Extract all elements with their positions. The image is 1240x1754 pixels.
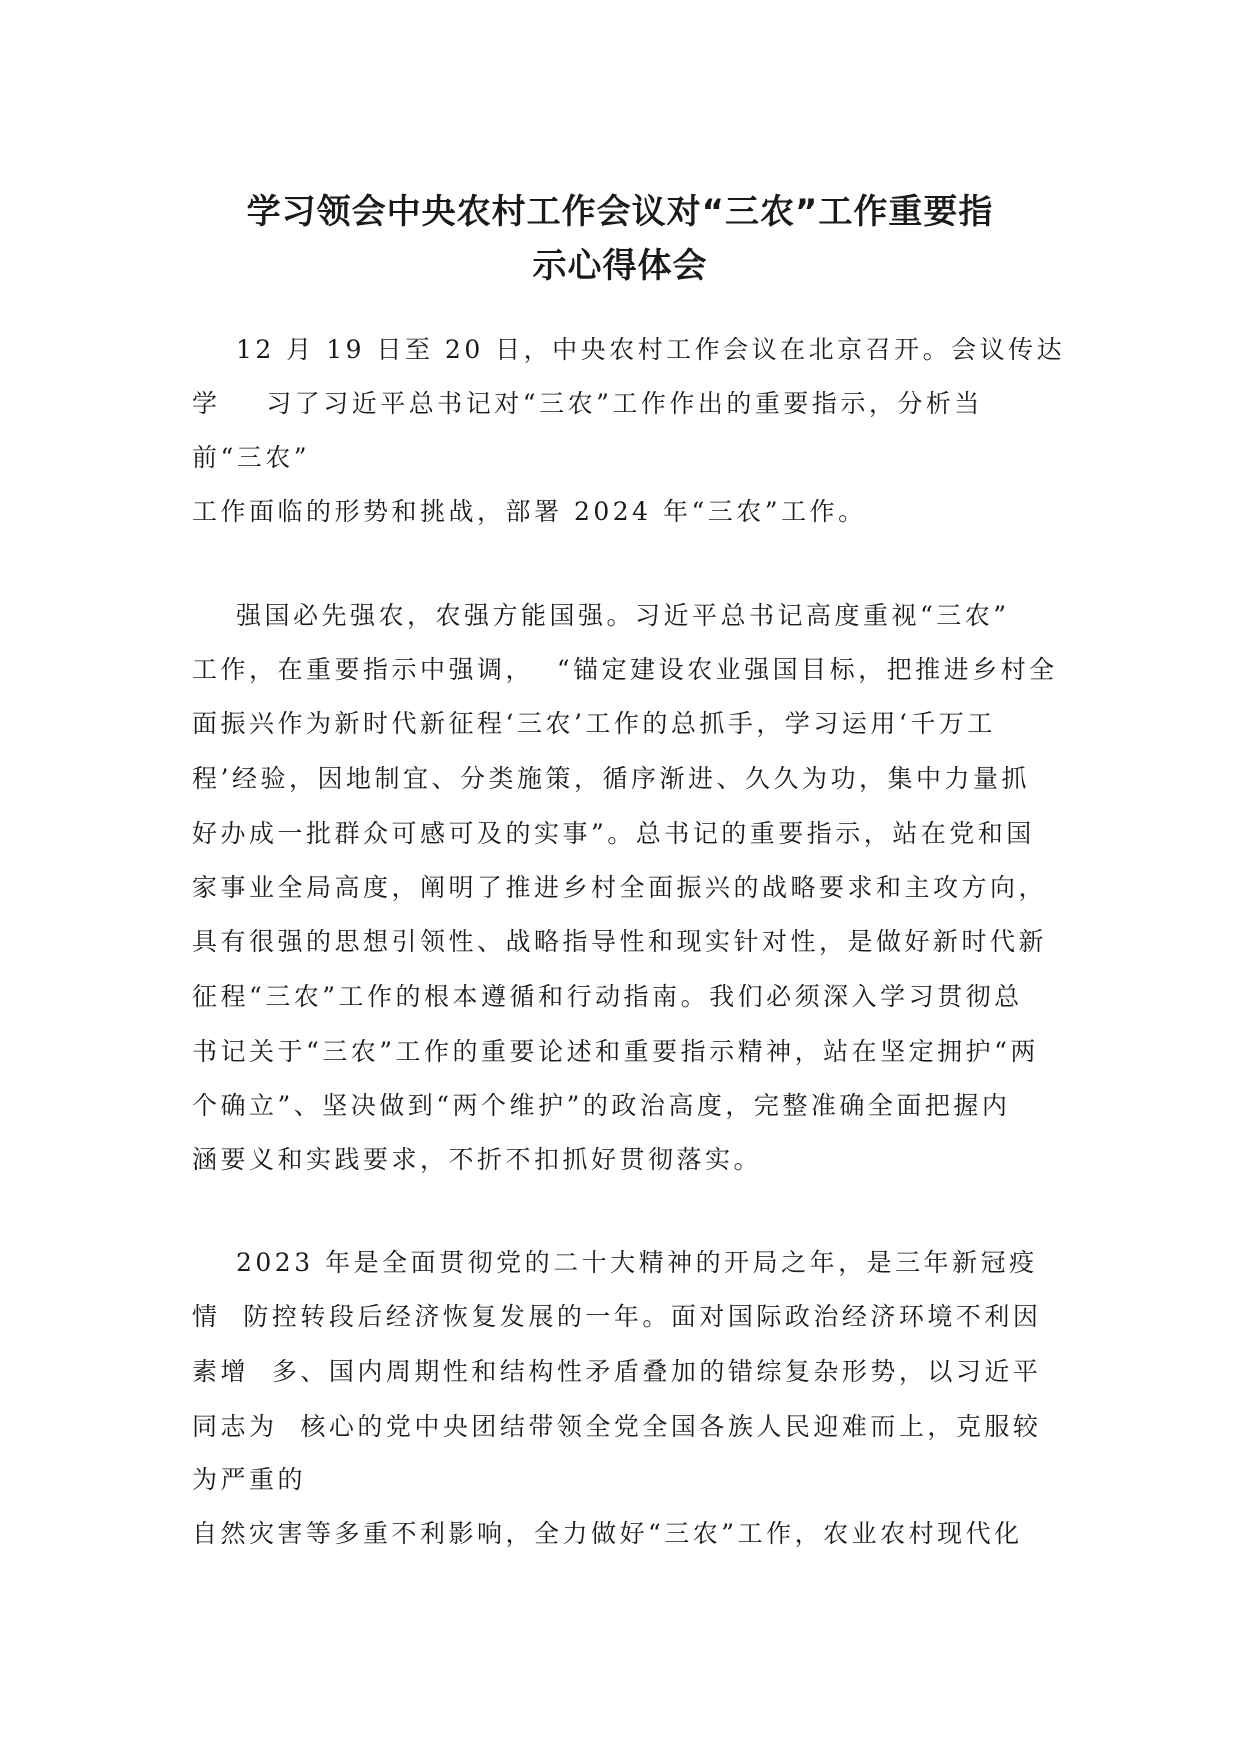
paragraph-2-line: 工作，在重要指示中强调， “锚定建设农业强国目标，把推进乡村全 xyxy=(192,655,1058,684)
paragraph-2-line: 好办成一批群众可感可及的实事”。总书记的重要指示，站在党和国 xyxy=(192,819,1035,848)
paragraph-1-line: 学 习了习近平总书记对“三农”工作作出的重要指示，分析当 xyxy=(192,389,983,418)
paragraph-2-line: 强国必先强农，农强方能国强。习近平总书记高度重视“三农” xyxy=(236,601,1010,630)
paragraph-3-line: 同志为 核心的党中央团结带领全党全国各族人民迎难而上，克服较 xyxy=(192,1412,1042,1441)
paragraph-2-line: 涵要义和实践要求，不折不扣抓好贯彻落实。 xyxy=(192,1145,763,1174)
paragraph-1-line: 工作面临的形势和挑战，部署 2024 年“三农”工作。 xyxy=(192,497,867,526)
paragraph-2-line: 具有很强的思想引领性、战略指导性和现实针对性，是做好新时代新 xyxy=(192,927,1048,956)
paragraph-3-line: 情 防控转段后经济恢复发展的一年。面对国际政治经济环境不利因 xyxy=(192,1302,1042,1331)
paragraph-3-line: 2023 年是全面贯彻党的二十大精神的开局之年，是三年新冠疫 xyxy=(236,1248,1038,1277)
paragraph-1-line: 12 月 19 日至 20 日，中央农村工作会议在北京召开。会议传达 xyxy=(236,335,1066,364)
document-title-line-1: 学习领会中央农村工作会议对“三农”工作重要指 xyxy=(246,192,994,232)
paragraph-3-line: 为严重的 xyxy=(192,1465,307,1494)
document-title-line-2: 示心得体会 xyxy=(532,246,708,286)
paragraph-2-line: 程’经验，因地制宜、分类施策，循序渐进、久久为功，集中力量抓 xyxy=(192,764,1030,793)
paragraph-3-line: 素增 多、国内周期性和结构性矛盾叠加的错综复杂形势，以习近平 xyxy=(192,1357,1042,1386)
paragraph-1-line: 前“三农” xyxy=(192,443,311,472)
paragraph-2-line: 家事业全局高度，阐明了推进乡村全面振兴的战略要求和主攻方向， xyxy=(192,873,1048,902)
paragraph-2-line: 书记关于“三农”工作的重要论述和重要指示精神，站在坚定拥护“两 xyxy=(192,1037,1039,1066)
paragraph-3-line: 自然灾害等多重不利影响，全力做好“三农”工作，农业农村现代化 xyxy=(192,1519,1023,1548)
paragraph-2-line: 面振兴作为新时代新征程‘三农’工作的总抓手，学习运用‘千万工 xyxy=(192,709,996,738)
paragraph-2-line: 个确立”、坚决做到“两个维护”的政治高度，完整准确全面把握内 xyxy=(192,1091,1011,1120)
paragraph-2-line: 征程“三农”工作的根本遵循和行动指南。我们必须深入学习贯彻总 xyxy=(192,982,1023,1011)
